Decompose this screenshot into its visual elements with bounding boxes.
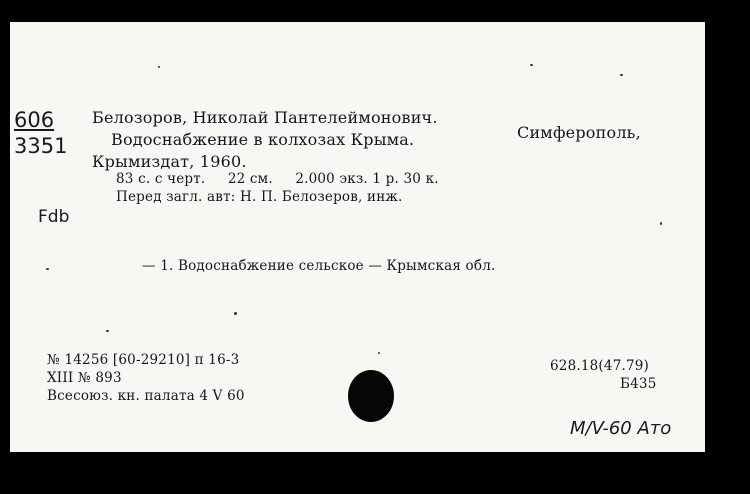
subject-heading: — 1. Водоснабжение сельское — Крымская обл. — [142, 258, 496, 274]
bbk-class: Б435 — [620, 376, 657, 392]
registration-line-2: XIII № 893 — [47, 370, 122, 386]
registration-line-3: Всесоюз. кн. палата 4 V 60 — [47, 388, 245, 404]
scan-speck — [158, 66, 160, 68]
side-mark: Fdb — [38, 207, 70, 227]
physical-description: 83 с. с черт. 22 см. 2.000 экз. 1 р. 30 к. — [116, 171, 439, 187]
call-mark-bottom: 3351 — [14, 134, 68, 158]
scan-speck — [234, 312, 237, 315]
scan-speck — [106, 330, 109, 332]
place-line: Симферополь, — [517, 123, 641, 142]
title-line: Водоснабжение в колхозах Крыма. — [111, 130, 415, 149]
handwritten-note: М/V-60 Ато — [570, 418, 672, 439]
udc-class: 628.18(47.79) — [550, 358, 650, 374]
registration-line-1: № 14256 [60-29210] п 16-3 — [47, 352, 240, 368]
call-mark-top: 606 — [14, 108, 55, 132]
scan-speck — [378, 352, 380, 354]
catalog-card — [10, 22, 705, 452]
scan-speck — [660, 222, 662, 225]
scan-speck — [620, 74, 623, 76]
scan-speck — [46, 268, 49, 270]
scan-speck — [530, 64, 533, 66]
punch-hole — [348, 370, 394, 422]
publisher-line: Крымиздат, 1960. — [92, 152, 247, 171]
author-line: Белозоров, Николай Пантелеймонович. — [92, 108, 438, 127]
author-note: Перед загл. авт: Н. П. Белозеров, инж. — [116, 189, 403, 205]
